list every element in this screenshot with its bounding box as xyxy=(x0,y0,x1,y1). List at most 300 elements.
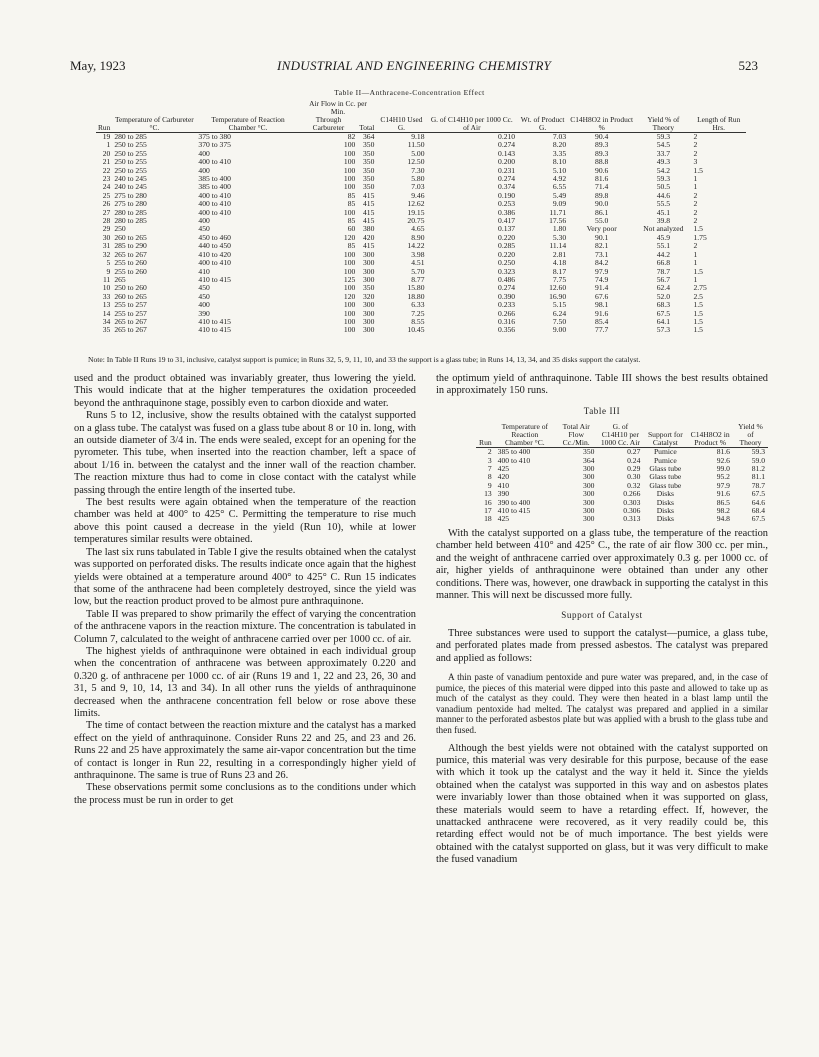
table-cell: 94.8 xyxy=(716,514,730,524)
table-cell: 35 xyxy=(102,325,111,335)
table-cell: 300 xyxy=(362,266,375,276)
table-cell: 450 xyxy=(198,291,210,301)
table-cell: 280 to 285 xyxy=(114,207,147,217)
table-cell: 350 xyxy=(362,182,375,192)
table-cell: 86.1 xyxy=(595,207,609,217)
table-cell: 0.486 xyxy=(498,274,516,284)
table-row xyxy=(96,326,746,334)
table-cell: 1.75 xyxy=(693,232,707,242)
table-cell: 400 xyxy=(198,165,210,175)
table-cell: 0.316 xyxy=(498,316,516,326)
paragraph: The highest yields of anthraquinone were obtained in each individual group when the concentration of anthracene was between approximately 0.220 and 0.320 g. of anthracene per 1000 cc. of air (Runs 19 and 1, 22 and 23, 26, 30 and 31, 5 and 9, 10, 14, 13 and 34). In all other runs the yields of anthraquinone decreased when the anthracene concentration fell below or rose above these limits. xyxy=(74,645,416,719)
table-cell: 0.306 xyxy=(623,506,641,516)
table-cell: 8.55 xyxy=(411,316,425,326)
table-cell: Very poor xyxy=(586,224,617,234)
t2-h-conc: G. of C14H10 per 1000 Cc. of Air xyxy=(430,115,513,132)
table-cell: 350 xyxy=(362,140,375,150)
table-cell: 0.210 xyxy=(498,132,516,141)
table-cell: 0.374 xyxy=(498,182,516,192)
table-cell: Pumice xyxy=(653,455,677,465)
table-cell: 100 xyxy=(343,182,356,192)
table-cell: 71.4 xyxy=(595,182,609,192)
table-cell: 375 to 380 xyxy=(198,132,231,141)
table-cell: 62.4 xyxy=(656,283,670,293)
table-cell: 350 xyxy=(362,283,375,293)
table-cell: 2.75 xyxy=(693,283,707,293)
table2 xyxy=(96,100,746,335)
t2-h-used: C14H10 Used G. xyxy=(380,115,423,132)
table-cell: 12.60 xyxy=(549,283,567,293)
table-cell: 10 xyxy=(102,283,111,293)
table-cell: 90.0 xyxy=(595,199,609,209)
table-cell: 350 xyxy=(362,165,375,175)
table-cell: 450 xyxy=(198,224,210,234)
table-cell: 415 xyxy=(362,207,375,217)
table-cell: Disks xyxy=(656,506,674,516)
table-cell: 400 xyxy=(198,148,210,158)
table-cell: 8.10 xyxy=(552,157,567,167)
table-cell: 7.03 xyxy=(411,182,425,192)
table-cell: 0.30 xyxy=(627,472,641,482)
table-cell: 14.22 xyxy=(407,241,425,251)
table-cell: 275 to 280 xyxy=(114,199,147,209)
table-cell: 5.49 xyxy=(552,190,567,200)
table-cell: 0.24 xyxy=(627,455,641,465)
table3-caption: Table III xyxy=(583,405,621,416)
table-cell: 0.253 xyxy=(498,199,516,209)
table-cell: 54.5 xyxy=(656,140,670,150)
table-cell: 3.98 xyxy=(411,249,425,259)
table-cell: 410 to 415 xyxy=(198,325,231,335)
table-cell: 450 to 460 xyxy=(198,232,231,242)
table2-body xyxy=(96,133,746,335)
table-cell: 29 xyxy=(102,224,111,234)
table-cell: 250 to 255 xyxy=(114,148,147,158)
table-cell: 415 xyxy=(362,199,375,209)
t3-h-purity: C14H8O2 in Product % xyxy=(690,430,730,448)
table-cell: Pumice xyxy=(653,447,677,457)
table-cell: 350 xyxy=(362,148,375,158)
table-cell: 120 xyxy=(343,232,356,242)
table-cell: 2 xyxy=(693,190,698,200)
table-cell: 300 xyxy=(362,300,375,310)
table-cell: 11.71 xyxy=(549,207,567,217)
t3-h-conc: G. of C14H10 per 1000 Cc. Air xyxy=(600,422,640,448)
table-cell: 90.6 xyxy=(595,165,609,175)
table-cell: 285 to 290 xyxy=(114,241,147,251)
table-cell: 400 to 410 xyxy=(198,190,231,200)
table-cell: 82.1 xyxy=(595,241,609,251)
t2-h-airflow: Air Flow in Cc. per Min. xyxy=(309,99,367,116)
table-cell: 2.81 xyxy=(552,249,567,259)
table-cell: 410 to 415 xyxy=(497,506,531,516)
table-cell: 100 xyxy=(343,165,356,175)
table-cell: 9.00 xyxy=(552,325,567,335)
table-cell: 16.90 xyxy=(549,291,567,301)
table-cell: 320 xyxy=(362,291,375,301)
table-cell: 24 xyxy=(102,182,111,192)
table-cell: 10.45 xyxy=(407,325,425,335)
table-cell: 1.5 xyxy=(693,266,703,276)
table-cell: 97.9 xyxy=(595,266,609,276)
table-cell: 19.15 xyxy=(407,207,425,217)
table-cell: 64.1 xyxy=(656,316,670,326)
column-left xyxy=(74,373,416,807)
table-cell: 300 xyxy=(362,249,375,259)
table-cell: 260 to 265 xyxy=(114,291,147,301)
t2-h-yield: Yield % of Theory xyxy=(647,115,680,132)
table-cell: 250 to 255 xyxy=(114,157,147,167)
table-cell: 255 to 257 xyxy=(114,308,147,318)
table-cell: 8.77 xyxy=(411,274,425,284)
table-cell: 22 xyxy=(102,165,111,175)
table-cell: 400 to 410 xyxy=(198,157,231,167)
header-page-number: 523 xyxy=(738,58,758,73)
table-cell: 425 xyxy=(497,464,510,474)
table-cell: 74.9 xyxy=(595,274,609,284)
paragraph: The time of contact between the reaction mixture and the catalyst has a marked effect on the yield of anthraquinone. Consider Runs 22 and 25, and 23 and 26. Runs 22 and 25 have approximately the same air-vapor concentration but the time of contact is longer in Run 22, resulting in a correspondingly higher yield of anthraquinone. The same is true of Runs 23 and 26. xyxy=(74,720,416,781)
table-cell: 420 xyxy=(497,472,510,482)
table-cell: 4.92 xyxy=(552,174,567,184)
t3-h-support: Support for Catalyst xyxy=(647,430,683,448)
paragraph: the optimum yield of anthraquinone. Table III shows the best results obtained in approximately 150 runs. xyxy=(436,373,768,397)
section-title: Support of Catalyst xyxy=(561,610,643,621)
table-cell: 410 to 415 xyxy=(198,274,231,284)
table-cell: 265 to 267 xyxy=(114,316,147,326)
t2-h-through: Through Carbureter xyxy=(312,115,345,132)
table-cell: 0.274 xyxy=(498,283,516,293)
table-cell: 440 to 450 xyxy=(198,241,231,251)
table-cell: 9.46 xyxy=(411,190,425,200)
table2-caption: Table II—Anthracene-Concentration Effect xyxy=(334,88,485,97)
table-cell: 0.266 xyxy=(498,308,516,318)
table-cell: 250 to 255 xyxy=(114,165,147,175)
table-cell: 1 xyxy=(693,174,698,184)
table-cell: 7.50 xyxy=(552,316,567,326)
table-cell: 2 xyxy=(487,447,492,457)
table-cell: 50.5 xyxy=(656,182,670,192)
table-cell: 0.274 xyxy=(498,174,516,184)
table-cell: 7.75 xyxy=(552,274,567,284)
table-cell: 1.5 xyxy=(693,165,703,175)
table-cell: 125 xyxy=(343,274,356,284)
table-cell: 415 xyxy=(362,216,375,226)
table-cell: 34 xyxy=(102,316,111,326)
table-cell: 5.15 xyxy=(552,300,567,310)
table-cell: 90.4 xyxy=(595,132,609,141)
table-cell: 33 xyxy=(102,291,111,301)
table-cell: 55.1 xyxy=(656,241,670,251)
table-cell: 120 xyxy=(343,291,356,301)
table-cell: 0.266 xyxy=(623,489,641,499)
table-cell: 88.8 xyxy=(595,157,609,167)
table-cell: 54.2 xyxy=(656,165,670,175)
table-cell: 300 xyxy=(362,325,375,335)
table-cell: 13 xyxy=(102,300,111,310)
table-cell: 100 xyxy=(343,157,356,167)
table-cell: 400 to 410 xyxy=(198,207,231,217)
table-cell: 55.0 xyxy=(595,216,609,226)
table-cell: 81.6 xyxy=(595,174,609,184)
table-cell: 250 to 255 xyxy=(114,140,147,150)
table-cell: 89.8 xyxy=(595,190,609,200)
table-cell: 26 xyxy=(102,199,111,209)
table-cell: 31 xyxy=(102,241,111,251)
table-cell: 73.1 xyxy=(595,249,609,259)
table2-note: Note: In Table II Runs 19 to 31, inclusive, catalyst support is pumice; in Runs 32, 5, 9, 11, 10, and 33 the support is a glass tube; in Runs 14, 13, 34, and 35 disks support the catalyst. xyxy=(88,355,641,364)
table-cell: 66.8 xyxy=(656,258,670,268)
table-cell: 100 xyxy=(343,249,356,259)
table-cell: 67.5 xyxy=(751,489,765,499)
table-cell: 390 xyxy=(497,489,510,499)
table-cell: 100 xyxy=(343,316,356,326)
table-cell: 0.313 xyxy=(623,514,641,524)
table-cell: 91.6 xyxy=(595,308,609,318)
table-cell: 23 xyxy=(102,174,111,184)
table-cell: 1.5 xyxy=(693,308,703,318)
table-cell: 4.51 xyxy=(411,258,425,268)
table-cell: 0.220 xyxy=(498,232,516,242)
table-cell: 6.24 xyxy=(552,308,567,318)
table-cell: 2 xyxy=(693,241,698,251)
table-cell: 15.80 xyxy=(407,283,425,293)
table-cell: 450 xyxy=(198,283,210,293)
table-cell: 250 xyxy=(114,224,126,234)
table-cell: 8.90 xyxy=(411,232,425,242)
header-journal: INDUSTRIAL AND ENGINEERING CHEMISTRY xyxy=(276,58,552,73)
table-cell: 85.4 xyxy=(595,316,609,326)
paragraph: Although the best yields were not obtained with the catalyst supported on pumice, this material was very desirable for this purpose, because of the ease with which it took up the catalyst and the way it held it. Since the yields obtained when the catalyst was supported in this way and on asbestos plates were invariably lower than those obtained when it was supported on glass, these materials would seem to have a retarding effect. If, however, the unattacked anthracene were recovered, as it very readily could be, this retarding effect would not be of much importance. The best yields were obtained with the catalyst supported on glass, but it was very difficult to make the fused vanadium xyxy=(436,742,768,866)
table-cell: 1.5 xyxy=(693,224,703,234)
table-cell: 68.3 xyxy=(656,300,670,310)
table3-body xyxy=(476,448,768,524)
table-cell: 2 xyxy=(693,132,698,141)
table-cell: 9.18 xyxy=(411,132,425,141)
table-cell: 9 xyxy=(487,480,492,490)
table-cell: 90.1 xyxy=(595,232,609,242)
table-cell: 98.2 xyxy=(716,506,730,516)
table-cell: 280 to 285 xyxy=(114,132,147,141)
table-cell: 78.7 xyxy=(656,266,670,276)
table-cell: 400 xyxy=(198,300,210,310)
table-cell: 30 xyxy=(102,232,111,242)
table-cell: 5.80 xyxy=(411,174,425,184)
table-cell: 385 to 400 xyxy=(198,182,231,192)
table-cell: 100 xyxy=(343,258,356,268)
table-cell: 3.35 xyxy=(552,148,567,158)
table-cell: 6.33 xyxy=(411,300,425,310)
table-cell: 86.5 xyxy=(716,497,730,507)
table-cell: 100 xyxy=(343,207,356,217)
table-cell: 0.32 xyxy=(627,480,641,490)
table-row xyxy=(476,515,768,523)
table-cell: 39.8 xyxy=(656,216,670,226)
table-cell: 13 xyxy=(484,489,492,499)
table-cell: 1 xyxy=(693,182,698,192)
table-cell: 85 xyxy=(347,199,356,209)
table-cell: 5.00 xyxy=(411,148,425,158)
table-cell: 16 xyxy=(484,497,492,507)
paragraph: The best results were again obtained when the temperature of the reaction chamber was held at 400° to 425° C. Permitting the temperature to rise much above this point caused a decrease in the yield (Run 10), while at lower temperatures similar results were obtained. xyxy=(74,497,416,546)
table-cell: 11.50 xyxy=(407,140,425,150)
table-cell: 57.3 xyxy=(656,325,670,335)
table-cell: 2 xyxy=(693,216,698,226)
table-cell: 100 xyxy=(343,140,356,150)
table-cell: 300 xyxy=(362,316,375,326)
table-cell: 300 xyxy=(583,506,595,516)
table-cell: 78.7 xyxy=(751,480,765,490)
table-cell: 0.220 xyxy=(498,249,516,259)
table-cell: 265 xyxy=(114,274,126,284)
table-cell: 265 to 267 xyxy=(114,325,147,335)
table-cell: 390 to 400 xyxy=(497,497,531,507)
t2-h-length: Length of Run Hrs. xyxy=(697,115,741,132)
table-cell: 0.231 xyxy=(498,165,516,175)
table-cell: 390 xyxy=(198,308,210,318)
table-cell: 280 to 285 xyxy=(114,216,147,226)
table-cell: 100 xyxy=(343,283,356,293)
table-cell: 67.5 xyxy=(656,308,670,318)
table-cell: 5.30 xyxy=(552,232,567,242)
table-cell: 240 to 245 xyxy=(114,182,147,192)
table-cell: 0.250 xyxy=(498,258,516,268)
table-cell: 18.80 xyxy=(407,291,425,301)
table-cell: 1.5 xyxy=(693,325,703,335)
t2-h-wt: Wt. of Product G. xyxy=(520,115,565,132)
table-cell: 59.3 xyxy=(751,447,765,457)
table-cell: 300 xyxy=(583,489,595,499)
table-cell: Glass tube xyxy=(649,472,682,482)
table-cell: 0.386 xyxy=(498,207,516,217)
t2-h-total: Total xyxy=(359,123,375,132)
table-cell: 20 xyxy=(102,148,111,158)
t2-h-run: Run xyxy=(98,123,111,132)
t3-h-air: Total Air Flow Cc./Min. xyxy=(562,422,590,448)
table-cell: 92.6 xyxy=(716,455,730,465)
table-cell: 1 xyxy=(693,274,698,284)
table-cell: Not analyzed xyxy=(643,224,684,234)
table-cell: 275 to 280 xyxy=(114,190,147,200)
table-cell: 9.09 xyxy=(552,199,567,209)
table-cell: 255 to 260 xyxy=(114,258,147,268)
table-cell: 5.10 xyxy=(552,165,567,175)
table-cell: 2 xyxy=(693,148,698,158)
t2-h-carb: Temperature of Carbureter °C. xyxy=(115,115,194,132)
table-cell: 300 xyxy=(583,472,595,482)
t2-h-purity: C14H8O2 in Product % xyxy=(570,115,634,132)
table-cell: 100 xyxy=(343,266,356,276)
page-header xyxy=(70,58,758,76)
table-cell: 300 xyxy=(583,514,595,524)
table-cell: 82 xyxy=(347,132,356,141)
table-cell: 2 xyxy=(693,140,698,150)
table-cell: 95.2 xyxy=(716,472,730,482)
table-cell: 5.70 xyxy=(411,266,425,276)
table-cell: 300 xyxy=(362,274,375,284)
table-cell: 385 to 400 xyxy=(198,174,231,184)
table-cell: 400 to 410 xyxy=(198,258,231,268)
table-cell: 55.5 xyxy=(656,199,670,209)
table-cell: 0.137 xyxy=(498,224,516,234)
table-cell: 12.62 xyxy=(407,199,425,209)
table-cell: 28 xyxy=(102,216,111,226)
table-cell: 81.6 xyxy=(716,447,730,457)
table-cell: 0.27 xyxy=(627,447,641,457)
t3-h-temp: Temperature of Reaction Chamber °C. xyxy=(501,422,549,448)
paragraph: Table II was prepared to show primarily the effect of varying the concentration of the anthracene vapors in the reaction mixture. The concentration is tabulated in Column 7, calculated to the weight of anthracene carried over per 1000 cc. of air. xyxy=(74,608,416,645)
table-cell: 84.2 xyxy=(595,258,609,268)
table-cell: 14 xyxy=(102,308,111,318)
table-cell: 0.200 xyxy=(498,157,516,167)
table-cell: 21 xyxy=(102,157,111,167)
table-cell: 8.17 xyxy=(552,266,567,276)
table-cell: Glass tube xyxy=(649,464,682,474)
table-cell: 350 xyxy=(362,157,375,167)
table-cell: 59.0 xyxy=(751,455,765,465)
header-date: May, 1923 xyxy=(70,58,126,73)
table-cell: 45.9 xyxy=(656,232,670,242)
table-cell: 1 xyxy=(106,140,111,150)
table-cell: 364 xyxy=(583,455,595,465)
table-cell: 100 xyxy=(343,308,356,318)
table-cell: 385 to 400 xyxy=(497,447,531,457)
table-cell: 100 xyxy=(343,148,356,158)
table-cell: 11 xyxy=(103,274,111,284)
table-cell: 300 xyxy=(362,308,375,318)
table-cell: 19 xyxy=(102,132,111,141)
table-cell: 60 xyxy=(347,224,356,234)
table-cell: 89.3 xyxy=(595,140,609,150)
table-cell: 7 xyxy=(487,464,492,474)
table-cell: Disks xyxy=(656,497,674,507)
table-cell: 1.5 xyxy=(693,300,703,310)
table-cell: 68.4 xyxy=(751,506,765,516)
table-cell: 49.3 xyxy=(656,157,670,167)
table-cell: 2.5 xyxy=(693,291,703,301)
table-cell: 2 xyxy=(693,207,698,217)
table-cell: 0.323 xyxy=(498,266,516,276)
table-cell: 67.6 xyxy=(595,291,609,301)
paragraph-small: A thin paste of vanadium pentoxide and pure water was prepared, and, in the case of pumice, the pieces of this material were dipped into this paste and allowed to take up as much of the catalyst as they could. They were then heated in a blast lamp until the vanadium pentoxide had melted. The catalyst was prepared and applied in a similar manner to the perforated asbestos plate but was applied with a brush to the glass tube and then fused. xyxy=(436,671,768,735)
table-cell: 85 xyxy=(347,241,356,251)
table-cell: 400 xyxy=(198,216,210,226)
table-cell: 255 to 257 xyxy=(114,300,147,310)
table-cell: 364 xyxy=(362,132,375,141)
table-cell: 0.274 xyxy=(498,140,516,150)
table-cell: 8.20 xyxy=(552,140,567,150)
table-cell: 100 xyxy=(343,325,356,335)
table-cell: 350 xyxy=(362,174,375,184)
table-cell: 0.417 xyxy=(498,216,516,226)
table-cell: 370 to 375 xyxy=(198,140,231,150)
table-cell: 350 xyxy=(583,447,595,457)
table-cell: 52.0 xyxy=(656,291,670,301)
table-cell: 27 xyxy=(102,207,111,217)
table-cell: 85 xyxy=(347,216,356,226)
paragraph: Runs 5 to 12, inclusive, show the results obtained with the catalyst supported on a glass tube. The catalyst was fused on a glass tube about 8 or 10 in. long, with an outside diameter of 3/4 in. The ends were sealed, except for an opening for the pyrometer. This tube, when inserted into the reaction chamber, left a space of about 1/16 in. between the catalyst and the inner wall of the reaction chamber. The reaction mixture thus had to come in close contact with the catalyst while passing through the entire length of the inserted tube. xyxy=(74,410,416,496)
table-cell: 98.1 xyxy=(595,300,609,310)
table-cell: 77.7 xyxy=(595,325,609,335)
table-cell: 1 xyxy=(693,258,698,268)
paragraph: Three substances were used to support the catalyst—pumice, a glass tube, and perforated plates made from pressed asbestos. The catalyst was prepared and applied as follows: xyxy=(436,627,768,664)
table-cell: 17 xyxy=(484,506,492,516)
table-cell: 4.65 xyxy=(411,224,425,234)
table-cell: 0.356 xyxy=(498,325,516,335)
table-cell: 3 xyxy=(487,455,492,465)
table-cell: 0.303 xyxy=(623,497,641,507)
table-cell: Disks xyxy=(656,514,674,524)
table-cell: Glass tube xyxy=(649,480,682,490)
